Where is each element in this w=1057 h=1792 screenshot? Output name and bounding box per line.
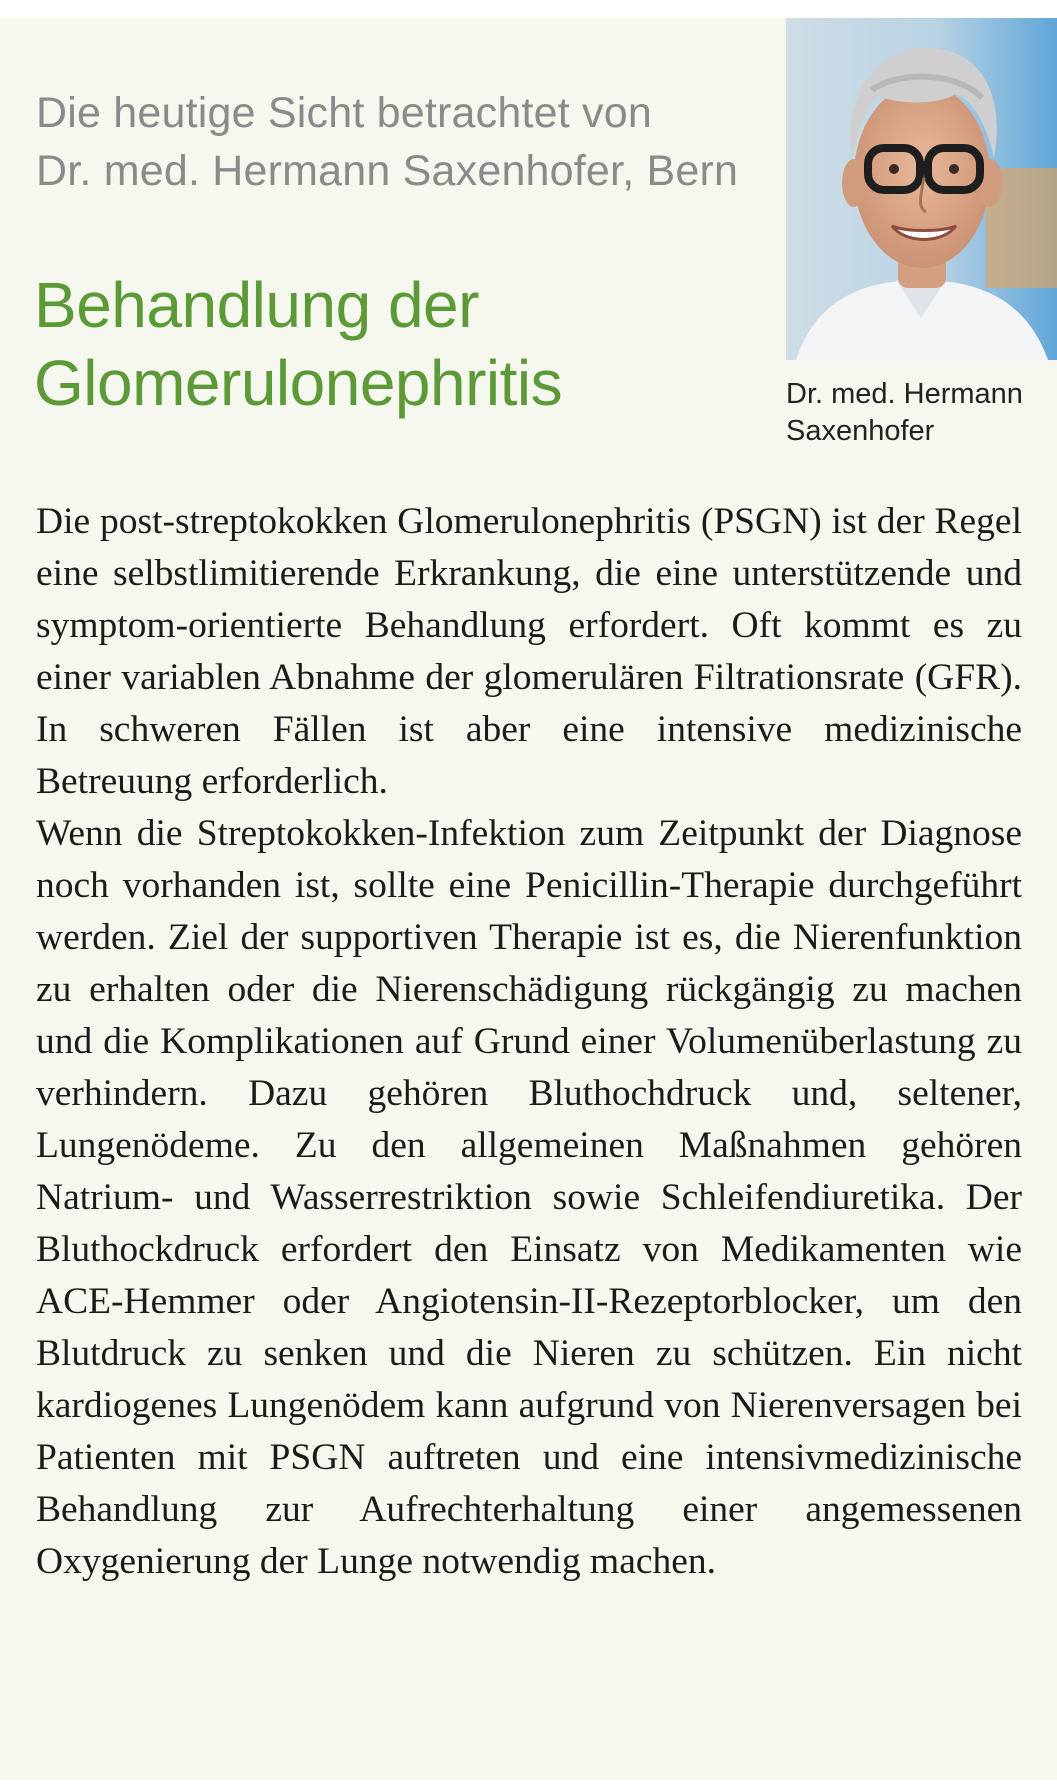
title-line-1: Behandlung der (34, 269, 479, 341)
body-paragraph-1: Die post-streptokokken Glomerulonephritis (PSGN) ist der Regel eine selbstlimitierende Erkrankung, die eine unterstützende und symptom-orientierte Behandlung erfordert. Oft kommt es zu einer variablen Abnahme der glomerulären Filtrationsrate (GFR). In schweren Fällen ist aber eine intensive medizinische Betreuung erforderlich. (36, 501, 1022, 802)
intro-line-2: Dr. med. Hermann Saxenhofer, Bern (36, 147, 739, 195)
article-body (36, 496, 1022, 1588)
article-panel (0, 18, 1057, 1780)
intro-line-1: Die heutige Sicht betrachtet von (36, 89, 652, 137)
author-portrait (786, 18, 1057, 360)
body-paragraph-2: Wenn die Streptokokken-Infektion zum Zeitpunkt der Diagnose noch vorhanden ist, sollte eine Penicillin-Therapie durchgeführt werden. Ziel der supportiven Therapie ist es, die Nierenfunktion zu erhalten oder die Nierenschädigung rückgängig zu machen und die Komplikationen auf Grund einer Volumenüberlastung zu verhindern. Dazu gehören Bluthochdruck und, seltener, Lungenödeme. Zu den allgemeinen Maßnahmen gehören Natrium- und Wasserrestriktion sowie Schleifendiuretika. Der Bluthockdruck erfordert den Einsatz von Medikamenten wie ACE-Hemmer oder Angiotensin-II-Rezeptorblocker, um den Blutdruck zu senken und die Nieren zu schützen. Ein nicht kardiogenes Lungenödem kann aufgrund von Nierenversagen bei Patienten mit PSGN auftreten und eine intensivmedizinische Behandlung zur Aufrechterhaltung einer angemessenen Oxygenierung der Lunge notwendig machen. (36, 813, 1022, 1582)
caption-line-1: Dr. med. Hermann (786, 378, 1023, 410)
caption-line-2: Saxenhofer (786, 415, 935, 447)
title-line-2: Glomerulonephritis (34, 347, 563, 419)
article-title (34, 266, 754, 422)
intro-byline (36, 84, 766, 200)
portrait-caption (786, 376, 1056, 450)
